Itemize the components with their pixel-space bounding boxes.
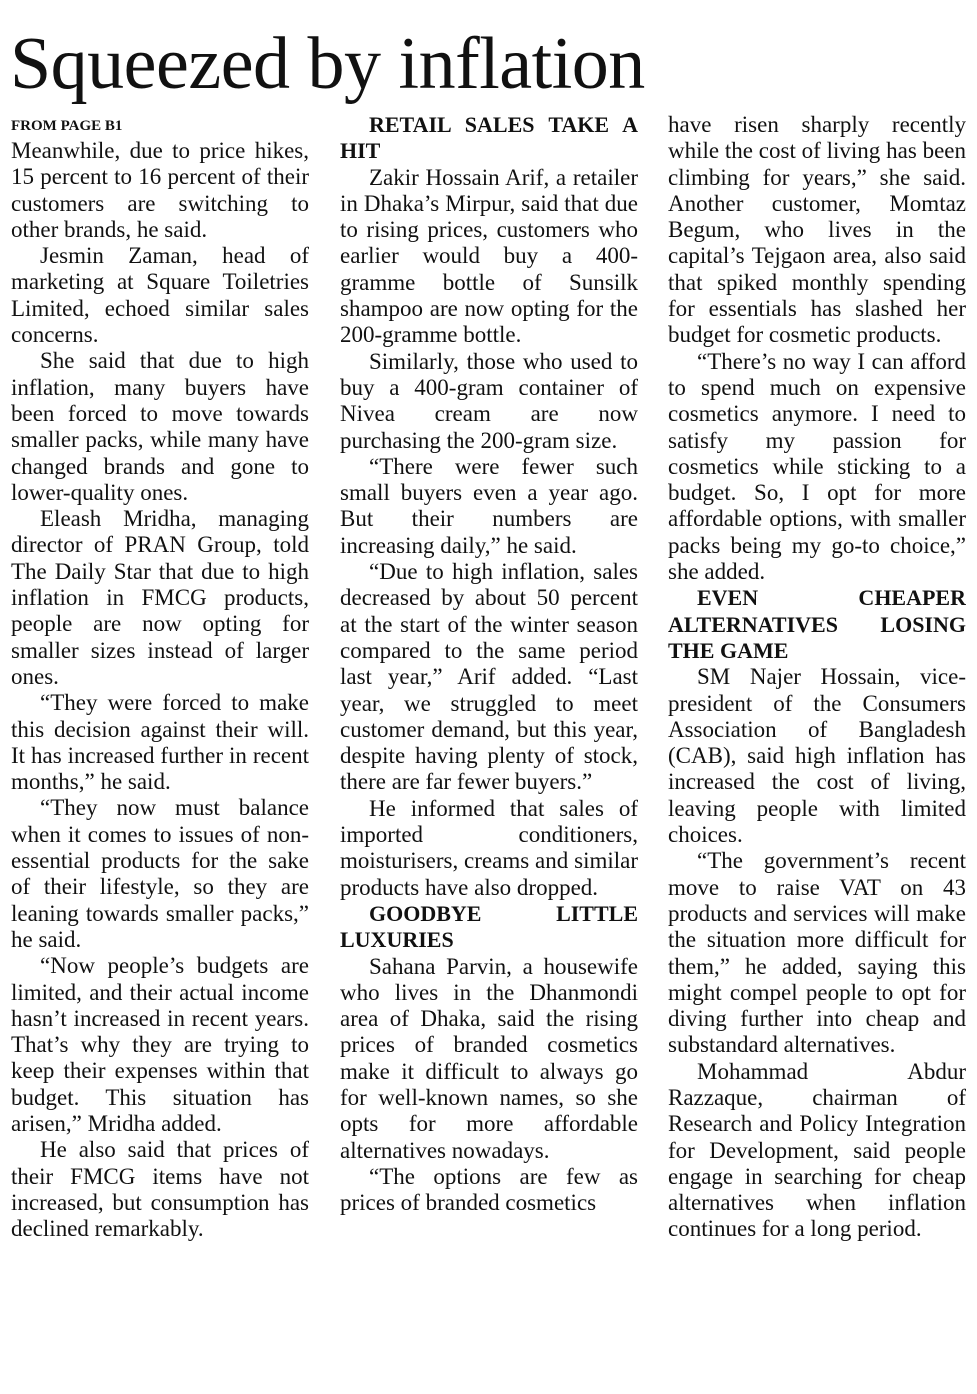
paragraph: He informed that sales of imported conditioners, moisturisers, creams and similar products have also dropped. — [340, 795, 638, 900]
paragraph: “The government’s recent move to raise VAT on 43 products and services will make the situation more difficult for them,” he added, saying this might compel people to opt for diving further into cheap and substandard alternatives. — [668, 848, 966, 1058]
paragraph: “They were forced to make this decision against their will. It has increased further in recent months,” he said. — [11, 690, 309, 795]
paragraph: Mohammad Abdur Razzaque, chairman of Research and Policy Integration for Development, said people engage in searching for cheap alternatives when inflation continues for a long period. — [668, 1058, 966, 1242]
paragraph: SM Najer Hossain, vice-president of the Consumers Association of Bangladesh (CAB), said high inflation has increased the cost of living, leaving people with limited choices. — [668, 664, 966, 848]
paragraph: “The options are few as prices of branded cosmetics — [340, 1163, 638, 1216]
article-column-1 — [11, 112, 309, 1392]
subheading-retail-sales: RETAIL SALES TAKE A HIT — [340, 112, 638, 164]
paragraph: Jesmin Zaman, head of marketing at Square Toiletries Limited, echoed similar sales concerns. — [11, 243, 309, 348]
paragraph: “Now people’s budgets are limited, and their actual income hasn’t increased in recent years. That’s why they are trying to keep their expenses within that budget. This situation has arisen,” Mridha added. — [11, 953, 309, 1136]
paragraph: Meanwhile, due to price hikes, 15 percent to 16 percent of their customers are switching to other brands, he said. — [11, 138, 309, 242]
paragraph: He also said that prices of their FMCG items have not increased, but consumption has declined remarkably. — [11, 1137, 309, 1242]
article-column-2 — [340, 112, 638, 1392]
article-column-3 — [668, 112, 966, 1392]
paragraph: “There were fewer such small buyers even a year ago. But their numbers are increasing daily,” he said. — [340, 453, 638, 558]
subheading-cheaper-alternatives: EVEN CHEAPER ALTERNATIVES LOSING THE GAME — [668, 585, 966, 663]
paragraph: “Due to high inflation, sales decreased by about 50 percent at the start of the winter season compared to the same period last year,” Arif added. “Last year, we struggled to meet customer demand, but this year, despite having plenty of stock, there are far fewer buyers.” — [340, 559, 638, 795]
continuation-kicker: FROM PAGE B1 — [11, 118, 123, 134]
paragraph: Zakir Hossain Arif, a retailer in Dhaka’s Mirpur, said that due to rising prices, customers who earlier would buy a 400-gramme bottle of Sunsilk shampoo are now opting for the 200-gramme bottle. — [340, 164, 638, 348]
paragraph: “There’s no way I can afford to spend much on expensive cosmetics anymore. I need to satisfy my passion for cosmetics while sticking to a budget. So, I opt for more affordable options, with smaller packs being my go-to choice,” she added. — [668, 348, 966, 585]
subheading-goodbye-luxuries: GOODBYE LITTLE LUXURIES — [340, 900, 638, 953]
headline: Squeezed by inflation — [10, 23, 645, 105]
paragraph: “They now must balance when it comes to issues of non-essential products for the sake of their lifestyle, so they are leaning towards smaller packs,” he said. — [11, 795, 309, 952]
paragraph: have risen sharply recently while the cost of living has been climbing for years,” she said. Another customer, Momtaz Begum, who lives in the capital’s Tejgaon area, also said that spiked monthly spending for essentials has slashed her budget for cosmetic products. — [668, 112, 966, 348]
paragraph: Eleash Mridha, managing director of PRAN Group, told The Daily Star that due to high inflation in FMCG products, people are now opting for smaller sizes instead of larger ones. — [11, 506, 309, 689]
paragraph: She said that due to high inflation, many buyers have been forced to move towards smaller packs, while many have changed brands and gone to lower-quality ones. — [11, 348, 309, 505]
paragraph: Similarly, those who used to buy a 400-gram container of Nivea cream are now purchasing the 200-gram size. — [340, 348, 638, 453]
paragraph: Sahana Parvin, a housewife who lives in the Dhanmondi area of Dhaka, said the rising prices of branded cosmetics make it difficult to always go for well-known names, so she opts for more affordable alternatives nowadays. — [340, 953, 638, 1163]
